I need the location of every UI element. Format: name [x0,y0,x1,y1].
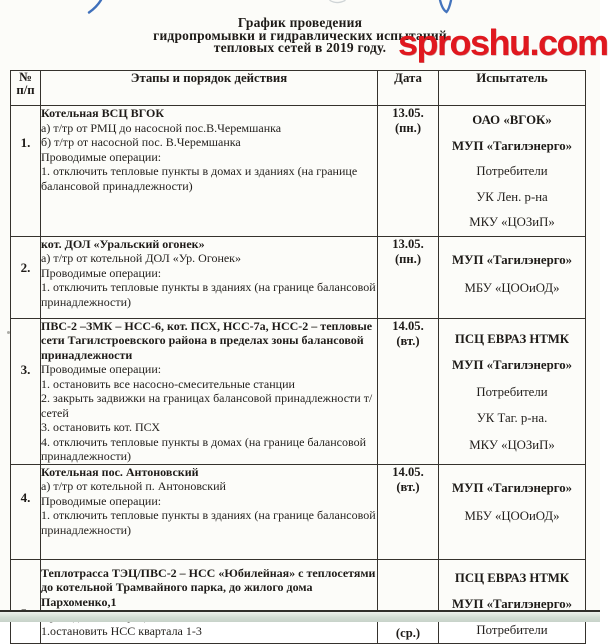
object-title: кот. ДОЛ «Уральский огонек» [41,236,205,251]
date-cell [378,318,439,464]
tester-name: МУП «Тагилэнерго» [452,358,572,372]
row-number: 3. [11,318,41,464]
header-tester: Испытатель [439,71,586,106]
date-cell [378,106,439,237]
testers-cell [439,236,586,318]
row-number: 1. [11,106,41,237]
step-line: а) т/тр от РМЦ до насосной пос.В.Черемшанка [41,120,282,135]
step-line: 3. остановить кот. ПСХ [41,420,160,434]
testers-cell [439,106,586,237]
date-weekday: (пн.) [394,251,422,266]
table-row [11,464,586,559]
step-line: 1. остановить все насосно-смесительные станции [41,376,295,391]
steps-cell [41,559,378,643]
tester-name: Потребители [476,622,548,637]
tester-name: ОАО «ВГОК» [472,113,552,127]
step-line: Проводимые операции: [41,149,162,164]
testers-cell [439,464,586,559]
object-title: ПВС-2 –ЗМК – НСС-6, кот. ПСХ, НСС-7а, НСС-2 – тепловые сети Тагилстроевского района в пределах зоны балансовой принадлежности [41,318,373,362]
tester-name: УК Лен. р-на [476,189,548,204]
tester-list [439,326,585,459]
object-title: Котельная ВСЦ ВГОК [41,106,165,120]
tester-list [439,565,585,643]
step-line: 1. отключить тепловые пункты в зданиях (на границе балансовой принадлежности) [41,508,376,537]
date-weekday: (пн.) [394,121,422,135]
date-cell [378,464,439,559]
table-header-row [11,71,586,106]
date-day: 13.05. [392,106,424,120]
steps-cell [41,464,378,559]
tester-list [439,108,585,236]
step-lines [41,251,377,309]
object-title: Котельная пос. Антоновский [41,464,199,479]
tester-name: Потребители [476,164,548,178]
title-line-1: График проведения [237,15,363,30]
watermark-sproshu: sproshu.com [398,22,608,63]
step-line: Проводимые операции: [41,493,162,508]
tester-name: МБУ «ЦООиОД» [464,280,560,295]
step-line: 2. закрыть задвижки на границах балансовой принадлежности т/сетей [41,391,373,420]
tester-list [439,474,585,530]
tester-list [439,246,585,302]
title-line-3: тепловых сетей в 2019 году. [213,40,387,56]
step-lines [41,479,377,537]
date-day: 14.05. [392,464,424,479]
step-line: а) т/тр от котельной ДОЛ «Ур. Огонек» [41,251,242,265]
step-line: 1.остановить НСС квартала 1-3 [41,623,202,638]
schedule-table [10,70,586,644]
header-num-bottom: п/п [16,83,35,97]
row-number [11,559,41,643]
step-line: 4. отключить тепловые пункты в домах (на границе балансовой принадлежности) [41,434,367,463]
steps-cell [41,318,378,464]
step-line: 1. отключить тепловые пункты в домах и зданиях (на границе балансовой принадлежности) [41,164,358,193]
title-line-2: гидропромывки и гидравлических испытаний [153,27,447,43]
tester-name: Потребители [476,384,548,399]
date-day: 14.05. [392,318,424,333]
date-weekday: (вт.) [396,333,420,348]
tester-name: МУП «Тагилэнерго» [452,596,572,611]
step-lines [41,121,377,194]
table-row [11,236,586,318]
row-number: 4. [11,464,41,559]
steps-cell [41,236,378,318]
header-date: Дата [378,71,439,106]
pen-stroke-left [89,0,101,13]
tester-name: ПСЦ ЕВРАЗ НТМК [454,570,570,585]
date-cell [378,236,439,318]
tester-name: МБУ «ЦООиОД» [464,508,560,523]
tester-name: УК Таг. р-на. [476,411,548,425]
header-steps: Этапы и порядок действия [41,71,378,106]
tester-name: МУП «Тагилэнерго» [452,138,572,153]
pen-stroke-right [440,0,451,12]
tester-name: МКУ «ЦОЗиП» [469,215,555,229]
step-line: 1. отключить тепловые пункты в зданиях (на границе балансовой принадлежности) [41,280,376,309]
page-bottom-scan-edge [0,610,600,622]
header-num-top: № [19,70,32,84]
tester-name: МУП «Тагилэнерго» [452,480,572,495]
table-row [11,318,586,464]
row-number: 2. [11,236,41,318]
step-lines [41,362,377,464]
date-weekday: (ср.) [395,625,421,640]
steps-cell [41,106,378,237]
header-num [11,71,41,106]
tester-name: МКУ «ЦОЗиП» [469,437,555,452]
tester-name: МУП «Тагилэнерго» [452,252,572,267]
step-line: Проводимые операции: [41,362,162,376]
step-line: а) т/тр от котельной п. Антоновский [41,479,226,493]
date-day: 13.05. [392,236,424,251]
testers-cell [439,318,586,464]
tester-name: ПСЦ ЕВРАЗ НТМК [454,331,570,346]
step-line: б) т/тр от насосной пос. В.Черемшанка [41,135,241,149]
pen-stroke-middle-faint [330,1,345,3]
date-cell [378,559,439,643]
table-row [11,106,586,237]
testers-cell [439,559,586,643]
object-title: Теплотрасса ТЭЦ/ПВС-2 – НСС «Юбилейная» с теплосетями до котельной Трамвайного парка, до жилого дома Пархоменко,1 [41,565,376,609]
table-row [11,559,586,643]
date-weekday: (вт.) [396,479,420,494]
step-line: Проводимые операции: [41,265,162,280]
